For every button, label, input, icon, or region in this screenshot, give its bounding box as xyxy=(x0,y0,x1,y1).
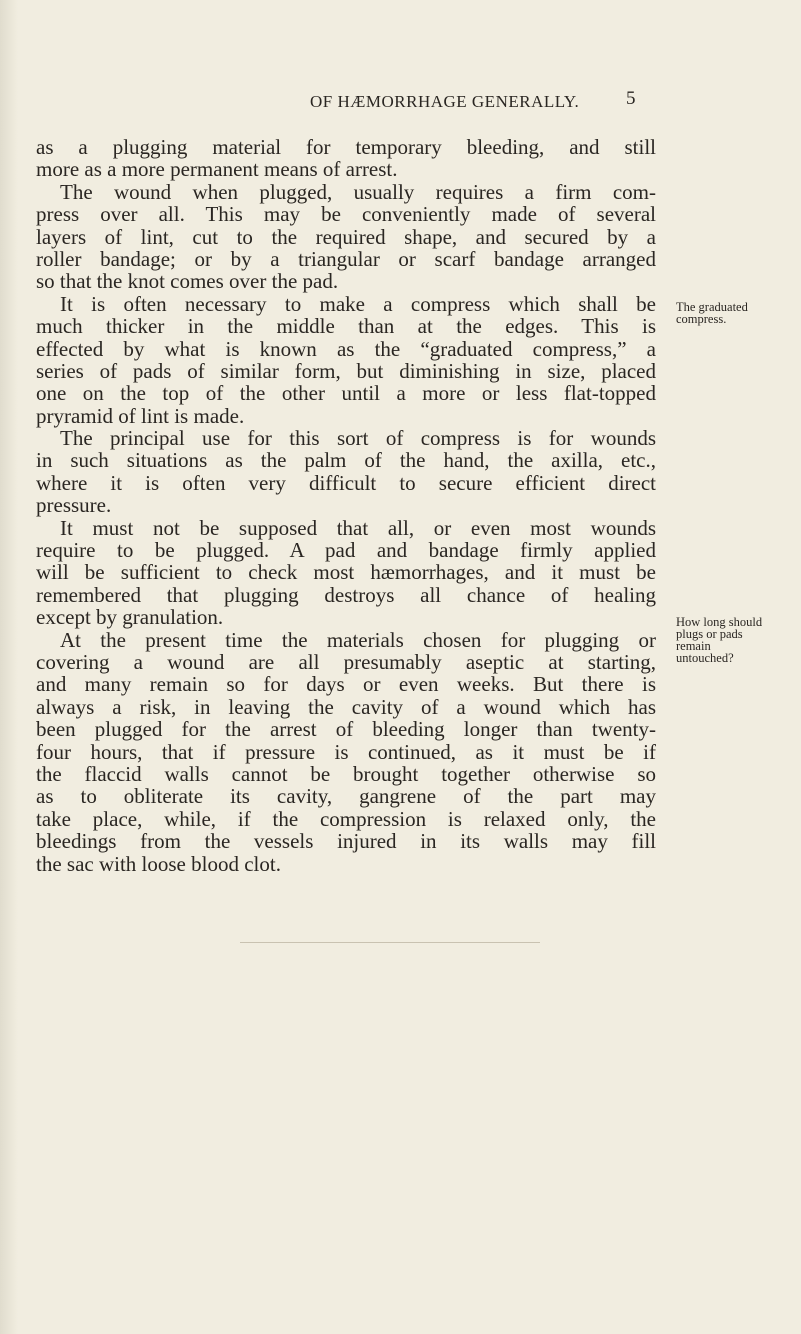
text-line: so that the knot comes over the pad. xyxy=(36,269,339,294)
margin-note-graduated-compress xyxy=(676,301,794,325)
text-line: more as a more permanent means of arrest. xyxy=(36,157,398,182)
text-line: remembered that plugging destroys all chance of healing xyxy=(36,582,656,607)
text-line: one on the top of the other until a more or less flat-topped xyxy=(36,381,656,406)
text-line: roller bandage; or by a triangular or scarf bandage arranged xyxy=(36,246,656,271)
body-text xyxy=(36,136,656,875)
text-line: press over all. This may be conveniently made of several xyxy=(36,202,656,227)
text-line: four hours, that if pressure is continued, as it must be if xyxy=(36,739,656,764)
text-line: where it is often very difficult to secure efficient direct xyxy=(36,470,656,495)
text-line: take place, while, if the compression is relaxed only, the xyxy=(36,806,656,831)
text-line: layers of lint, cut to the required shape, and secured by a xyxy=(36,224,656,249)
text-line: series of pads of similar form, but diminishing in size, placed xyxy=(36,358,656,383)
text-line: always a risk, in leaving the cavity of a wound which has xyxy=(36,694,656,719)
text-line: as a plugging material for temporary bleeding, and still xyxy=(36,135,656,159)
margin-note-line: remain xyxy=(676,639,711,653)
text-line: covering a wound are all presumably aseptic at starting, xyxy=(36,649,656,674)
text-line: effected by what is known as the “graduated compress,” a xyxy=(36,336,656,361)
text-line: It is often necessary to make a compress which shall be xyxy=(60,291,656,316)
text-line: pressure. xyxy=(36,493,112,518)
text-line: bleedings from the vessels injured in its walls may fill xyxy=(36,829,656,854)
text-line: as to obliterate its cavity, gangrene of the part may xyxy=(36,784,656,809)
text-line: except by granulation. xyxy=(36,605,224,630)
text-line: in such situations as the palm of the hand, the axilla, etc., xyxy=(36,448,656,473)
margin-note-line: compress. xyxy=(676,312,727,326)
text-line: The principal use for this sort of compress is for wounds xyxy=(60,426,656,451)
margin-note-line: How long should xyxy=(676,615,763,629)
margin-note-how-long xyxy=(676,616,794,664)
text-line: will be sufficient to check most hæmorrhages, and it must be xyxy=(36,560,656,585)
text-line: It must not be supposed that all, or even most wounds xyxy=(60,515,656,540)
text-line: been plugged for the arrest of bleeding longer than twenty- xyxy=(36,717,656,742)
text-line: pryramid of lint is made. xyxy=(36,403,245,428)
page-edge xyxy=(0,0,18,1334)
text-line: The wound when plugged, usually requires a firm com- xyxy=(60,179,656,204)
text-line: much thicker in the middle than at the edges. This is xyxy=(36,314,656,339)
margin-note-line: untouched? xyxy=(676,651,734,665)
end-rule xyxy=(240,942,540,943)
running-head: OF HÆMORRHAGE GENERALLY. xyxy=(310,92,580,111)
margin-note-line: The graduated xyxy=(676,300,748,314)
text-line: and many remain so for days or even weeks. But there is xyxy=(36,672,656,697)
margin-note-line: plugs or pads xyxy=(676,627,743,641)
page-number: 5 xyxy=(626,88,636,109)
text-line: the sac with loose blood clot. xyxy=(36,851,281,876)
text-line: At the present time the materials chosen for plugging or xyxy=(60,627,656,652)
text-line: the flaccid walls cannot be brought together otherwise so xyxy=(36,761,656,786)
text-line: require to be plugged. A pad and bandage firmly applied xyxy=(36,538,656,563)
